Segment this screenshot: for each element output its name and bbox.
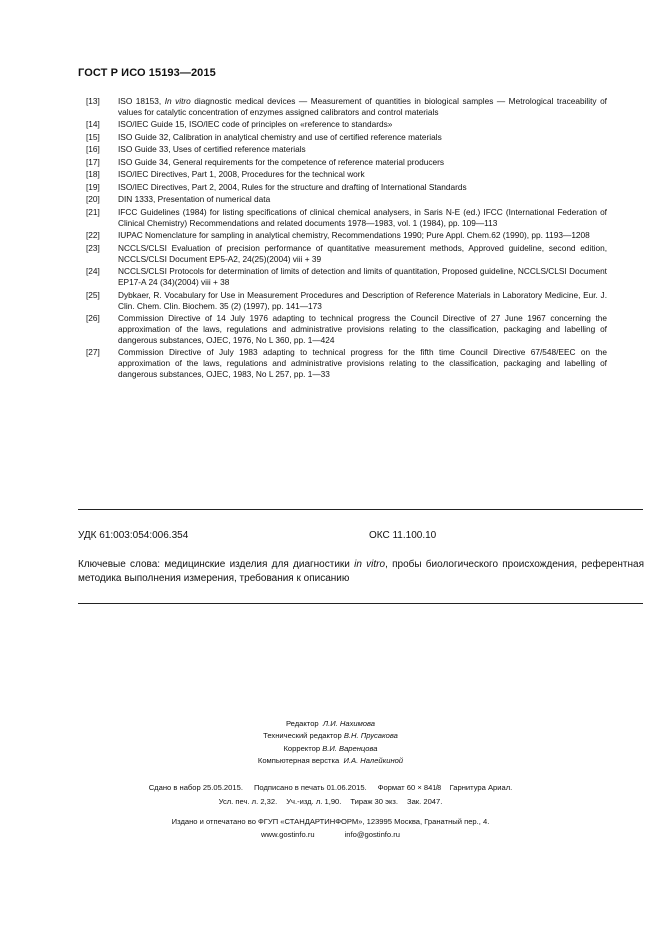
reference-number: [20]: [86, 194, 100, 205]
reference-number: [27]: [86, 347, 100, 358]
reference-text: Dybkaer, R. Vocabulary for Use in Measurement Procedures and Description of Reference Materials in Laboratory Medicine, Eur. J. Clin. Chem. Clin. Biochem. 35 (2) (1997), pp. 141—173: [118, 289, 607, 311]
udk-code: УДК 61:003:054:006.354: [78, 530, 189, 541]
reference-number: [16]: [86, 144, 100, 155]
credit-line: [0, 755, 661, 767]
reference-text: [118, 96, 607, 118]
credit-role: Редактор: [285, 719, 319, 728]
typeface: Гарнитура Ариал.: [449, 783, 513, 792]
reference-text: ISO/IEC Directives, Part 1, 2008, Procedures for the technical work: [118, 169, 365, 180]
reference-item: [86, 207, 607, 229]
reference-text: IFCC Guidelines (1984) for listing specifications of clinical chemical analysers, in Saris N-E (ed.) IFCC (International Federation of Clinical Chemistry) Recommendations and related documents 1978—1983, vol. 1 (1984), pp. 109—113: [118, 206, 607, 228]
credit-person: В.Н. Прусакова: [343, 731, 398, 741]
website-link[interactable]: www.gostinfo.ru: [260, 829, 315, 839]
keywords-text: медицинские изделия для диагностики: [160, 559, 355, 570]
reference-number: [13]: [86, 96, 100, 106]
format-value: 60 × 84: [406, 783, 433, 792]
credit-line: [0, 730, 661, 742]
credit-person: И.А. Налейкиной: [343, 755, 404, 765]
credit-line: [0, 718, 661, 730]
credit-role: Компьютерная верстка: [257, 755, 340, 765]
reference-number: [15]: [86, 131, 100, 142]
sent-to-set: Сдано в набор 25.05.2015.: [148, 783, 243, 792]
reference-item: [86, 290, 607, 312]
credit-role: Корректор: [283, 743, 321, 753]
print-dates-line: [0, 781, 661, 795]
reference-number: [24]: [86, 266, 100, 277]
format-label: Формат: [377, 783, 405, 792]
reference-text: IUPAC Nomenclature for sampling in analytical chemistry, Recommendations 1990; Pure Appl. Chem.62 (1990), pp. 1193—1208: [118, 230, 590, 241]
reference-item: [86, 119, 607, 130]
reference-item: [86, 230, 607, 241]
oks-code: ОКС 11.100.10: [369, 530, 437, 541]
reference-text: ISO Guide 33, Uses of certified reference materials: [118, 144, 306, 155]
reference-number: [19]: [86, 181, 100, 192]
page-header: ГОСТ Р ИСО 15193—2015: [78, 67, 216, 79]
reference-item: [86, 132, 607, 143]
reference-item: [86, 157, 607, 168]
reference-text-italic: In vitro: [164, 96, 191, 106]
reference-item: [86, 96, 607, 118]
publisher-line: Издано и отпечатано во ФГУП «СТАНДАРТИНФОРМ», 123995 Москва, Гранатный пер., 4.: [171, 816, 490, 826]
contacts-line: [0, 828, 661, 841]
divider-top: [78, 509, 643, 510]
format-fraction: 1/8: [432, 785, 441, 792]
publication-info: [0, 781, 661, 841]
credits-block: [0, 718, 661, 767]
credit-person: В.И. Варенцова: [322, 743, 378, 753]
reference-text: ISO/IEC Guide 15, ISO/IEC code of principles on «reference to standards»: [118, 119, 393, 130]
keywords-block: [78, 558, 644, 586]
credit-person: Л.И. Нахимова: [322, 719, 376, 728]
reference-item: [86, 144, 607, 155]
divider-bottom: [78, 603, 643, 604]
reference-text: Commission Directive of 14 July 1976 adapting to technical progress the Council Directive of 27 June 1967 concerning the approximation of the laws, regulations and administrative provisions relating to the classification, packaging and labelling of dangerous substances, OJEC, 1976, No L 360, pp. 1—424: [118, 313, 607, 345]
keywords-text: , пробы биологического происхождения, референтная методика выполнения измерения, требования к описанию: [78, 559, 644, 584]
credit-role: Технический редактор: [263, 731, 342, 741]
reference-item: [86, 194, 607, 205]
bibliography-list: [86, 96, 607, 382]
keywords-label: Ключевые слова:: [78, 559, 161, 570]
print-stats-line: [0, 795, 661, 808]
reference-text: ISO Guide 32, Calibration in analytical chemistry and use of certified reference materials: [118, 131, 442, 142]
email-link[interactable]: info@gostinfo.ru: [344, 829, 401, 839]
reference-item: [86, 182, 607, 193]
reference-item: [86, 266, 607, 288]
publ-sheets: Уч.-изд. л. 1,90.: [286, 797, 342, 807]
reference-text-part: ISO 18153,: [118, 96, 165, 106]
reference-number: [22]: [86, 230, 100, 241]
print-sheets: Усл. печ. л. 2,32.: [218, 797, 278, 807]
reference-text: DIN 1333, Presentation of numerical data: [118, 194, 271, 205]
reference-number: [18]: [86, 169, 100, 180]
reference-number: [23]: [86, 242, 100, 253]
keywords-text-italic: in vitro: [354, 559, 386, 570]
reference-number: [21]: [86, 206, 100, 217]
reference-item: [86, 347, 607, 380]
reference-number: [25]: [86, 289, 100, 300]
reference-text: ISO/IEC Directives, Part 2, 2004, Rules for the structure and drafting of International Standards: [118, 181, 467, 192]
reference-text: NCCLS/CLSI Evaluation of precision performance of quantitative measurement methods, Approved guideline, second edition, NCCLS/CLSI Document EP5-A2, 24(25)(2004) viii + 39: [118, 242, 607, 264]
reference-text: NCCLS/CLSI Protocols for determination of limits of detection and limits of quantitation, Proposed guideline, NCCLS/CLSI Document EP17-A 24 (34)(2004) viii + 38: [118, 266, 607, 288]
reference-number: [26]: [86, 313, 100, 324]
reference-number: [17]: [86, 156, 100, 167]
order-number: Зак. 2047.: [407, 797, 443, 807]
reference-text: ISO Guide 34, General requirements for the competence of reference material producers: [118, 156, 445, 167]
reference-text-part: diagnostic medical devices — Measurement of quantities in biological samples — Metrological traceability of values for catalytic concentration of enzymes assigned calibrators and control materials: [118, 96, 607, 117]
print-run: Тираж 30 экз.: [350, 797, 398, 807]
reference-item: [86, 169, 607, 180]
signed-to-print: Подписано в печать 01.06.2015.: [253, 783, 367, 792]
reference-text: Commission Directive of July 1983 adapting to technical progress for the fifth time Council Directive 67/548/EEC on the approximation of the laws, regulations and administrative provisions relating to the classification, packaging and labelling of dangerous substances, OJEC, 1983, No L 257, pp. 1—33: [118, 347, 607, 380]
reference-item: [86, 313, 607, 346]
reference-number: [14]: [86, 119, 100, 130]
credit-line: [0, 743, 661, 755]
reference-item: [86, 243, 607, 265]
